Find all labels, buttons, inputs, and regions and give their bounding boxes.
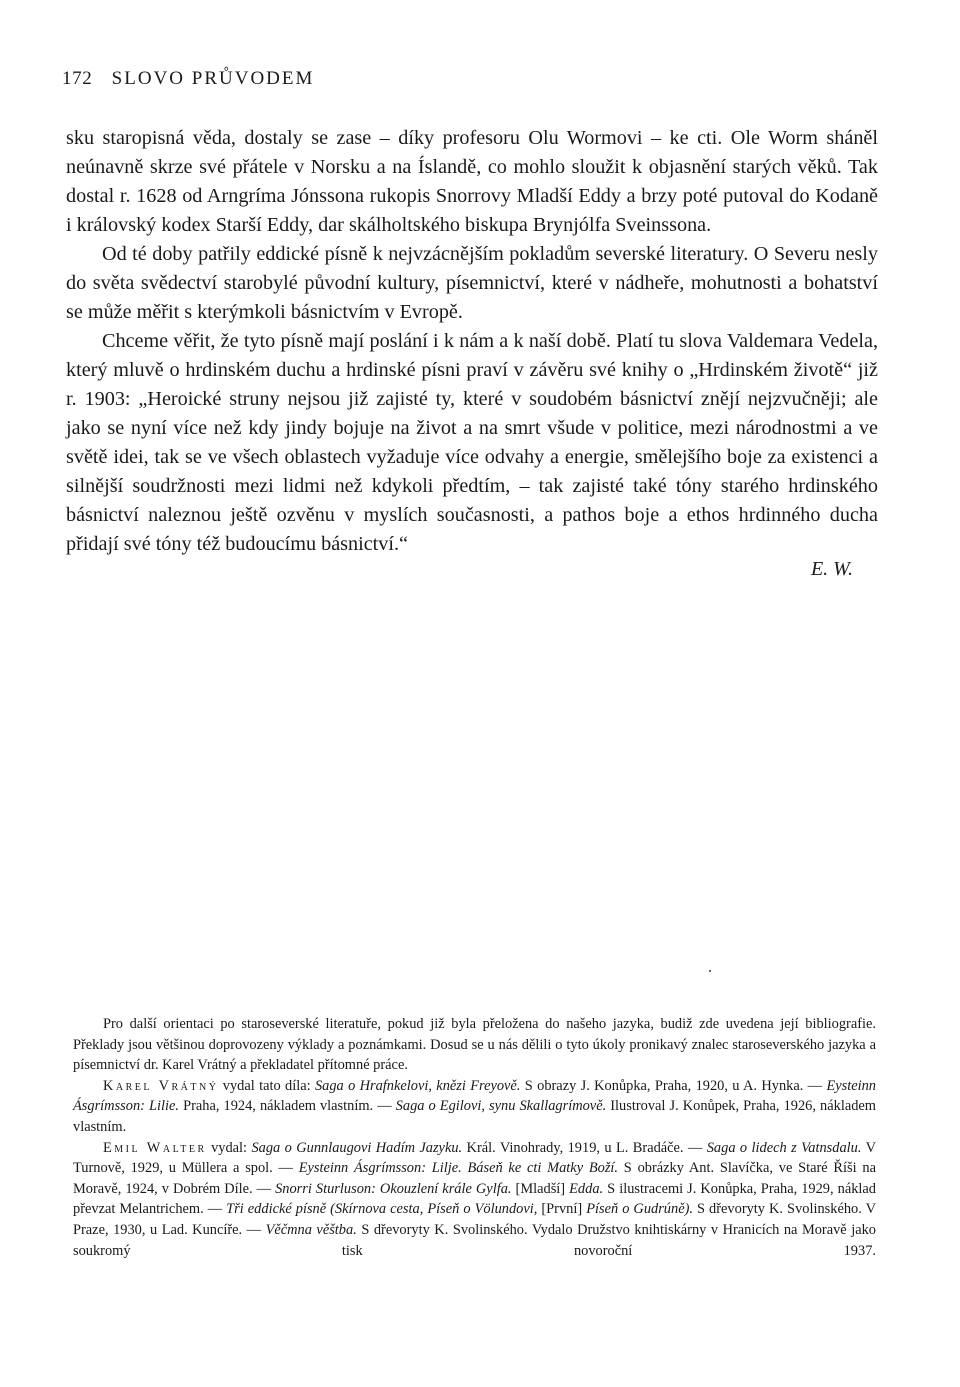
work-title: Věčmna věštba.	[265, 1221, 357, 1238]
note-text: S ilustracemi J. Konůpka, Praha, 1929, náklad převzat Melantrichem. —	[73, 1180, 876, 1218]
note-text: [Mladší]	[511, 1180, 570, 1197]
note-text: vydal tato díla:	[218, 1077, 315, 1094]
note-intro: Pro další orientaci po staroseverské literatuře, pokud již byla přeložena do našeho jazyka, budiž zde uvedena její bibliografie. Překlady jsou většinou doprovozeny výklady a poznámkami. Dosud se u nás dělili o tyto úkoly pronikavý znalec staroseverského jazyka a písemnictví dr. Karel Vrátný a překladatel přítomné práce.	[73, 1016, 876, 1074]
note-text: S obrázky Ant. Slavíčka, ve Staré Říši na Moravě, 1924, v Dobrém Díle. —	[73, 1160, 876, 1197]
note-text: [První]	[537, 1201, 587, 1218]
note-walter	[73, 1138, 876, 1262]
author-name: Karel Vrátný	[103, 1077, 219, 1094]
paragraph-2: Od té doby patřily eddické písně k nejvzácnějším pokladům severské literatury. O Severu nesly do světa svědectví starobylé původní kultury, písemnictví, které v nádheře, mohutnosti a bohatství se může měřit s kterýmkoli básnictvím v Evropě.	[66, 243, 878, 323]
work-title: Saga o Egilovi, synu Skallagrímově.	[395, 1098, 607, 1115]
running-header	[62, 68, 314, 90]
work-title: Saga o lidech z Vatnsdalu.	[706, 1139, 862, 1156]
work-title: Píseň o Gudrúně).	[586, 1201, 693, 1218]
paragraph-3: Chceme věřit, že tyto písně mají poslání i k nám a k naší době. Platí tu slova Valdemara Vedela, který mluvě o hrdinském duchu a hrdinské písni praví v závěru své knihy o „Hrdinském životě“ již r. 1903: „Heroické struny nejsou již zajisté ty, které v soudobém básnictví znějí nejzvučněji; ale jako se nyní více než kdy jindy bojuje na život a na smrt všude v politice, mezi národnostmi a ve světě idei, tak se ve všech oblastech vyžaduje více odvahy a energie, smělejšího boje za existenci a silnější soudržnosti mezi lidmi než kdykoli předtím, – tak zajisté také tóny starého hrdinského básnictví naleznou ještě ozvěnu v myslích současnosti, a pathos boje a ethos hrdinného ducha přidají své tóny též budoucímu básnictví.“	[66, 330, 878, 555]
note-text: vydal:	[206, 1139, 252, 1156]
note-text: Praha, 1924, nákladem vlastním. —	[179, 1098, 396, 1115]
bibliography-notes	[73, 1014, 876, 1261]
note-text: Král. Vinohrady, 1919, u L. Bradáče. —	[462, 1139, 707, 1156]
author-signature: E. W.	[810, 558, 853, 580]
work-title: Saga o Hrafnkelovi, knězi Freyově.	[314, 1077, 521, 1094]
note-text: V Turnově, 1929, u Müllera a spol. —	[73, 1139, 877, 1177]
page-number: 172	[62, 68, 93, 89]
print-speck	[709, 970, 711, 972]
note-text: S dřevoryty K. Svolinského. Vydalo Družstvo knihtiskárny v Hranicích na Moravě jako soukromý tisk novoroční 1937.	[73, 1221, 876, 1259]
note-text: S dřevoryty K. Svolinského. V Praze, 1930, u Lad. Kuncíře. —	[73, 1201, 876, 1238]
work-title: Tři eddické písně (Skírnova cesta, Píseň o Völundovi,	[226, 1201, 538, 1218]
work-title: Snorri Sturluson: Okouzlení krále Gylfa.	[275, 1180, 512, 1197]
work-title: Eysteinn Ásgrímsson: Lilje. Báseň ke cti Matky Boží.	[298, 1160, 619, 1177]
author-name: Emil Walter	[103, 1139, 207, 1156]
note-text: Ilustroval J. Konůpek, Praha, 1926, nákladem vlastním.	[73, 1098, 876, 1135]
main-text	[66, 124, 878, 559]
work-title: Saga o Gunnlaugovi Hadím Jazyku.	[251, 1139, 463, 1156]
running-title: SLOVO PRŮVODEM	[111, 68, 315, 89]
work-title: Edda.	[569, 1180, 604, 1197]
paragraph-1: sku staropisná věda, dostaly se zase – díky profesoru Olu Wormovi – ke cti. Ole Worm sháněl neúnavně skrze své přátele v Norsku a na Íslandě, co mohlo sloužit k objasnění starých věků. Tak dostal r. 1628 od Arngríma Jónssona rukopis Snorrovy Mladší Eddy a brzy poté putoval do Kodaně i královský kodex Starší Eddy, dar skálholtského biskupa Brynjólfa Sveinssona.	[66, 127, 878, 236]
note-vratny	[73, 1076, 876, 1138]
work-title: Eysteinn Ásgrímsson: Lilie.	[73, 1077, 876, 1115]
note-text: S obrazy J. Konůpka, Praha, 1920, u A. Hynka. —	[520, 1077, 827, 1094]
